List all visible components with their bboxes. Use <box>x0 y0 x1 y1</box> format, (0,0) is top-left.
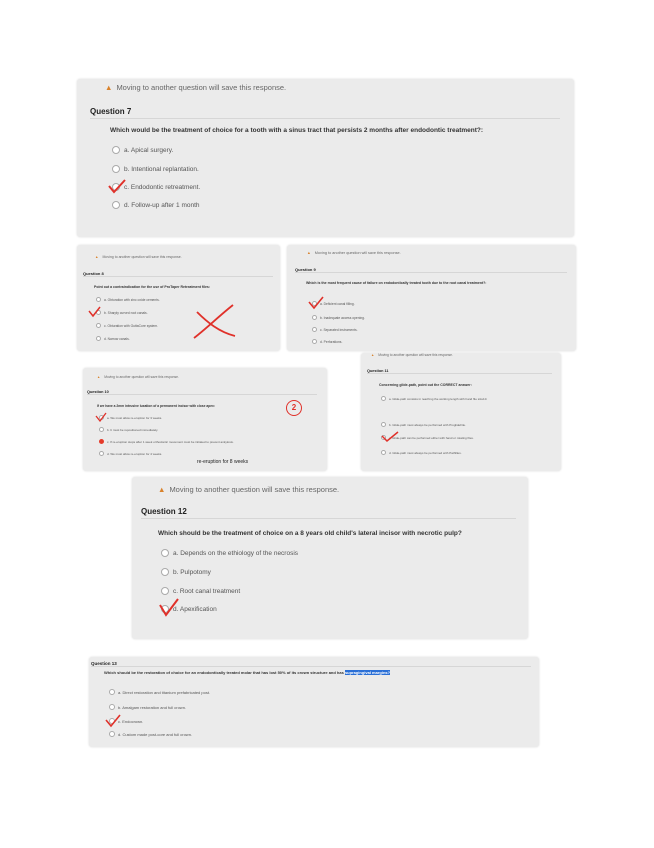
option-label: b. It must be repositioned immediately. <box>107 427 159 432</box>
option-b[interactable] <box>161 568 211 576</box>
option-label: a. Apical surgery. <box>124 146 174 154</box>
save-warning <box>307 251 401 255</box>
option-radio[interactable] <box>112 146 120 154</box>
option-label: d. Custom made post-core and full crown. <box>118 731 193 737</box>
option-label: c. Glide-path can be performed either with hand or rotating files. <box>389 435 474 440</box>
option-label: a. Glide-path consists in reaching the working length with hand file size10. <box>389 396 488 401</box>
warning-text: Moving to another question will save this response. <box>169 485 340 494</box>
prompt-text: Which should be the restoration of choice for an endodontically treated molar that has lost 50% of its crown structure and has <box>104 670 345 675</box>
save-warning <box>105 83 286 92</box>
checkmark-icon <box>105 714 121 728</box>
option-b[interactable] <box>312 315 365 320</box>
option-label: d. Follow-up after 1 month <box>124 201 200 209</box>
question-7-panel <box>77 79 574 237</box>
question-title: Question 7 <box>90 107 560 119</box>
checkmark-icon <box>158 597 180 617</box>
option-b[interactable] <box>99 427 158 432</box>
option-label: d. Glide-path must always be performed with Pathfiles. <box>389 450 462 455</box>
option-a[interactable] <box>109 689 210 695</box>
option-d[interactable] <box>109 731 192 737</box>
option-a[interactable] <box>99 415 162 420</box>
checkmark-icon <box>107 178 127 194</box>
option-radio[interactable] <box>161 549 169 557</box>
warning-text: Moving to another question will save this response. <box>314 251 401 255</box>
question-prompt: Which would be the treatment of choice for a tooth with a sinus tract that persists 2 months after endodontic treatment?: <box>110 127 484 134</box>
option-radio[interactable] <box>112 165 120 173</box>
question-8-panel <box>77 245 280 351</box>
checkmark-icon <box>307 296 325 310</box>
option-label: c. Separated instruments. <box>320 327 358 332</box>
option-a[interactable] <box>112 146 173 154</box>
option-radio[interactable] <box>381 396 386 401</box>
option-label: c. Endocrown. <box>118 718 144 724</box>
question-prompt: Which should be the treatment of choice on a 8 years old child's lateral incisor with necrotic pulp? <box>158 530 462 537</box>
option-b[interactable] <box>381 422 466 427</box>
warning-text: Moving to another question will save this response. <box>104 375 179 379</box>
warning-text: Moving to another question will save this response. <box>378 353 453 357</box>
option-radio[interactable] <box>99 451 104 456</box>
option-b[interactable] <box>109 704 186 710</box>
handwritten-note: re-eruption for 8 weeks <box>197 459 249 465</box>
option-radio[interactable] <box>96 297 101 302</box>
question-title: Question 12 <box>141 507 516 519</box>
option-label: a. Depends on the ethiology of the necrosis <box>173 549 299 557</box>
option-label: a. Obturation with zinc oxide cements. <box>104 297 160 302</box>
warning-text: Moving to another question will save this response. <box>102 255 182 259</box>
option-label: b. Glide-path must always be performed with ProglideFile. <box>389 422 466 427</box>
warning-icon: ▲ <box>307 251 311 255</box>
option-radio[interactable] <box>112 201 120 209</box>
question-title: Question 10 <box>87 390 317 395</box>
option-a[interactable] <box>381 396 487 401</box>
option-radio[interactable] <box>312 327 317 332</box>
save-warning <box>97 375 179 379</box>
option-radio[interactable] <box>381 450 386 455</box>
option-radio[interactable] <box>312 315 317 320</box>
option-label: a. Direct restoration and titanium prefabricated post. <box>118 689 211 695</box>
option-label: c. Root canal treatment <box>173 587 241 595</box>
warning-icon: ▲ <box>158 485 166 494</box>
option-label: a. Deficient canal filling. <box>320 301 355 306</box>
warning-text: Moving to another question will save this response. <box>116 83 287 92</box>
option-d[interactable] <box>312 339 342 344</box>
question-9-panel <box>287 245 576 351</box>
option-label: d. Apexification <box>173 605 217 613</box>
checkmark-icon <box>381 431 399 443</box>
option-radio[interactable] <box>96 336 101 341</box>
option-label: b. Inadequate access opening. <box>320 315 365 320</box>
option-c[interactable] <box>161 587 240 595</box>
option-label: c. If re-eruption stops after 1 week orthodontic movement must be initiated to prevent ankylosis. <box>107 439 234 444</box>
option-d[interactable] <box>96 336 130 341</box>
option-label: d. We must allow re-eruption for 4 weeks. <box>107 451 163 456</box>
highlighted-text: supragingival margins? <box>344 670 391 675</box>
warning-icon: ▲ <box>371 353 375 357</box>
option-label: b. Amalgam restoration and full crown. <box>118 704 187 710</box>
option-label: b. Pulpotomy <box>173 568 211 576</box>
option-c[interactable] <box>312 327 358 332</box>
option-label: b. Sharply curved root canals. <box>104 310 148 315</box>
option-a[interactable] <box>161 549 298 557</box>
option-c[interactable] <box>96 323 158 328</box>
question-title: Question 9 <box>295 267 567 273</box>
option-radio[interactable] <box>381 422 386 427</box>
option-radio[interactable] <box>109 731 115 737</box>
circled-number-text: 2 <box>291 403 297 412</box>
question-11-panel <box>361 353 561 471</box>
option-label: a. We must allow re-eruption for 3 weeks. <box>107 415 163 420</box>
question-prompt <box>104 670 534 675</box>
option-radio[interactable] <box>312 339 317 344</box>
checkmark-icon <box>87 306 101 318</box>
question-prompt: If we have a 2mm intrusive luxation of a permanent incisor with close apex: <box>97 404 215 408</box>
option-b[interactable] <box>112 165 199 173</box>
option-radio[interactable] <box>99 439 104 444</box>
option-radio[interactable] <box>109 704 115 710</box>
save-warning <box>158 485 339 494</box>
question-12-panel <box>132 477 528 639</box>
warning-icon: ▲ <box>95 255 99 259</box>
option-label: d. Narrow canals. <box>104 336 130 341</box>
question-prompt: Which is the most frequent cause of failure on endodontically treated tooth due to the root canal treatment?: <box>306 281 487 285</box>
option-label: c. Obturation with GuttaCore system. <box>104 323 159 328</box>
option-c[interactable] <box>99 439 234 444</box>
option-label: b. Intentional replantation. <box>124 165 199 173</box>
option-d[interactable] <box>99 451 162 456</box>
circled-number <box>286 400 302 416</box>
question-title: Question 11 <box>367 369 552 374</box>
warning-icon: ▲ <box>105 83 113 92</box>
checkmark-icon <box>95 412 107 422</box>
option-radio[interactable] <box>96 323 101 328</box>
question-13-panel <box>89 657 539 747</box>
question-title: Question 13 <box>91 661 531 667</box>
question-prompt: Point out a contraindication for the use of ProTaper Retreatment files: <box>94 285 211 289</box>
save-warning <box>95 255 182 259</box>
question-10-panel <box>83 368 327 471</box>
question-prompt: Concerning glide-path, point out the CORRECT answer: <box>379 383 472 387</box>
option-label: c. Endodontic retreatment. <box>124 183 201 191</box>
option-d[interactable] <box>112 201 200 209</box>
save-warning <box>371 353 453 357</box>
option-radio[interactable] <box>99 427 104 432</box>
option-d[interactable] <box>381 450 462 455</box>
cross-mark-icon <box>189 302 239 342</box>
option-radio[interactable] <box>109 689 115 695</box>
option-label: d. Perforations. <box>320 339 343 344</box>
option-b[interactable] <box>96 310 148 315</box>
option-radio[interactable] <box>161 568 169 576</box>
option-a[interactable] <box>96 297 160 302</box>
question-title: Question 8 <box>83 271 273 277</box>
option-radio[interactable] <box>161 587 169 595</box>
warning-icon: ▲ <box>97 375 101 379</box>
